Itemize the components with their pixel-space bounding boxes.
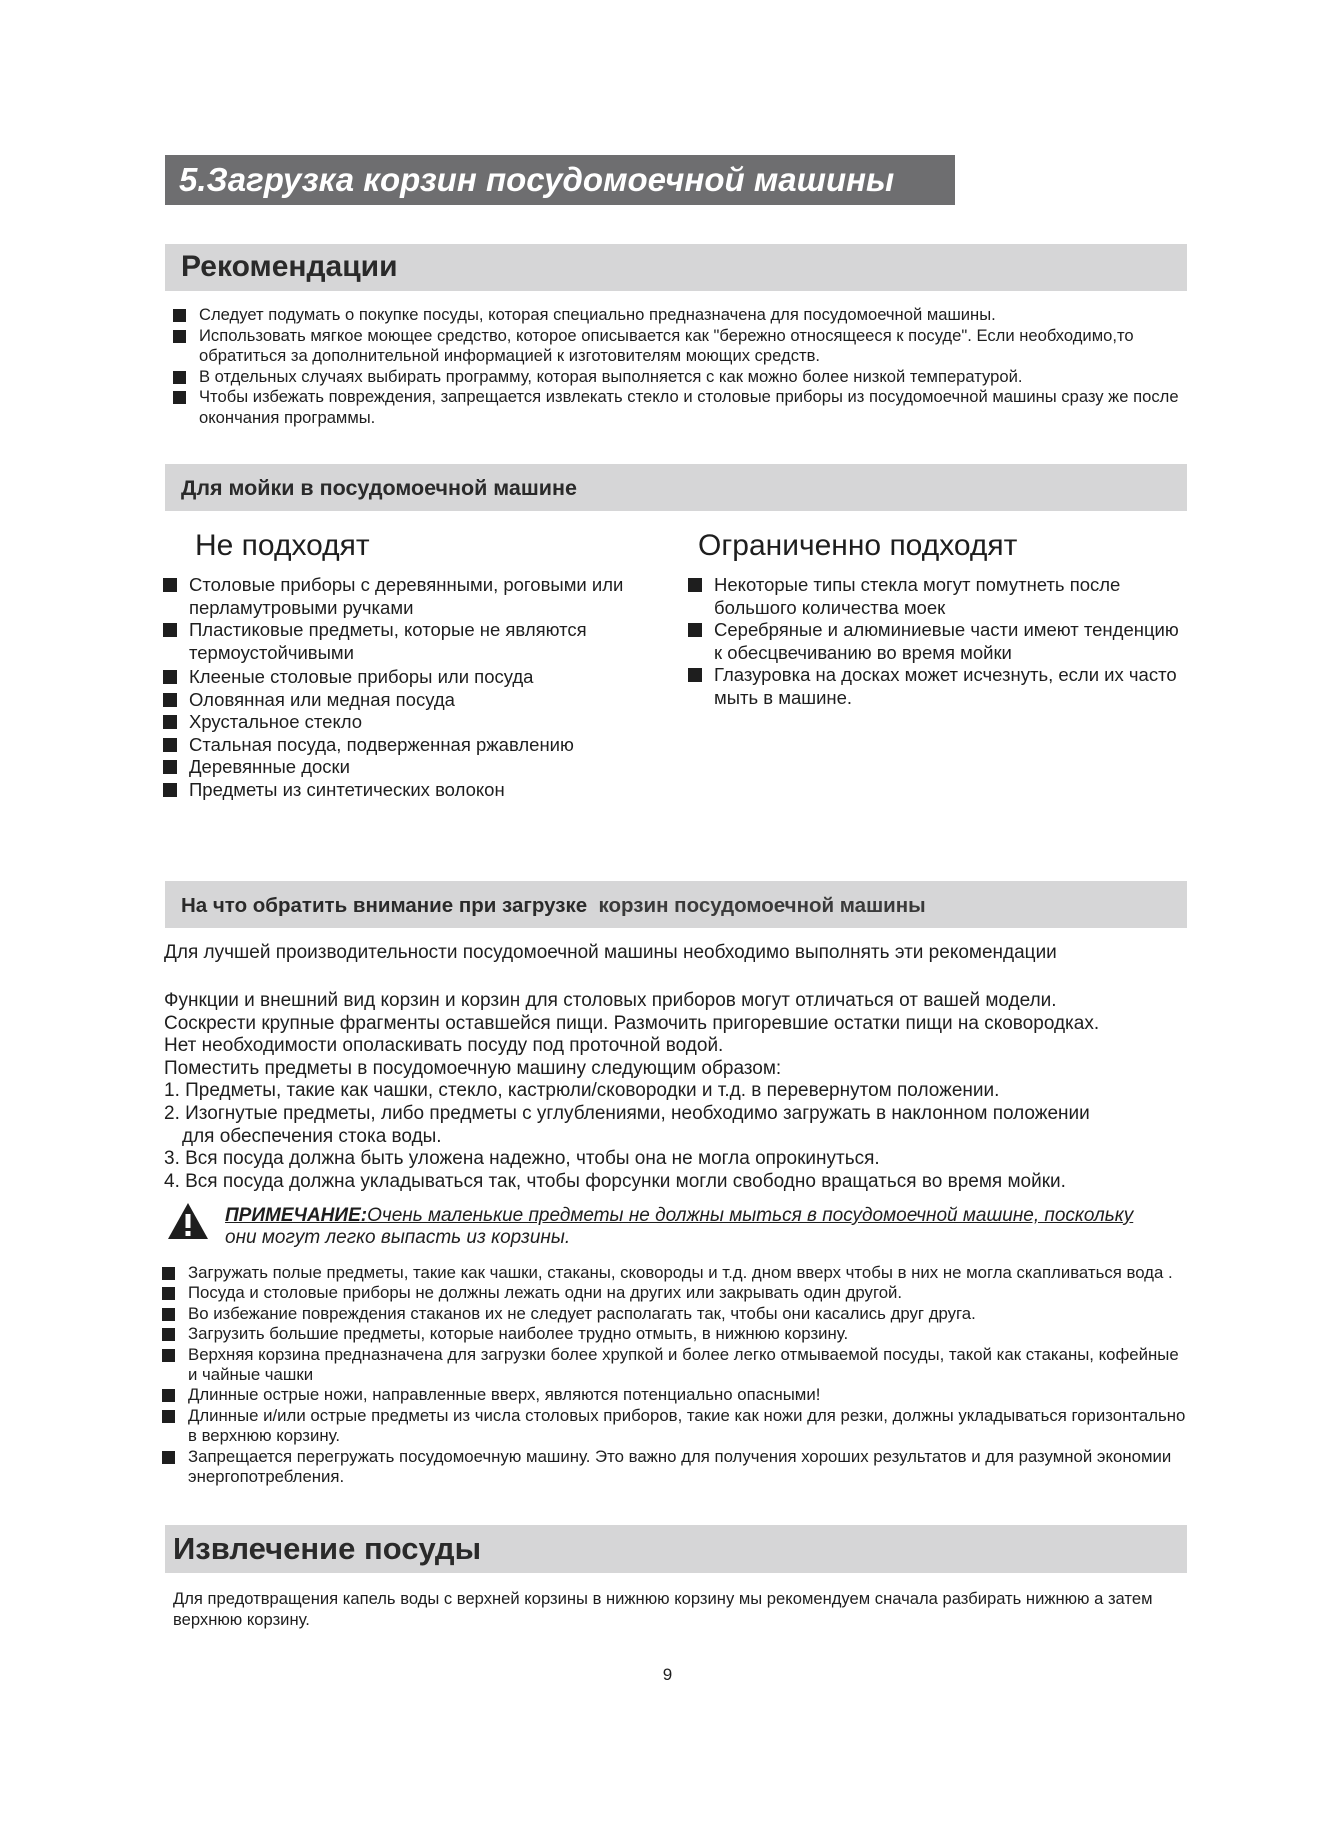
list-item: Клееные столовые приборы или посуда [163, 666, 663, 689]
section-title: 5.Загрузка корзин посудомоечной машины [179, 161, 895, 198]
list-item: Предметы из синтетических волокон [163, 779, 663, 802]
bullet-square-icon [162, 1349, 175, 1362]
bullet-square-icon [163, 578, 177, 592]
bullet-square-icon [162, 1267, 175, 1280]
bullet-square-icon [163, 623, 177, 637]
suitability-heading-band [165, 464, 1187, 511]
loading-heading-band [165, 881, 1187, 928]
extraction-heading: Извлечение посуды [173, 1531, 482, 1566]
list-item: Глазуровка на досках может исчезнуть, если их часто мыть в машине. [688, 664, 1188, 709]
list-item: Чтобы избежать повреждения, запрещается извлекать стекло и столовые приборы из посудомоечной машины сразу же после окончания программы. [173, 387, 1183, 428]
note-label: ПРИМЕЧАНИЕ: [225, 1205, 368, 1226]
recommendations-list [173, 305, 1183, 428]
loading-tips-list [162, 1263, 1192, 1487]
bullet-square-icon [173, 371, 186, 384]
list-item: Серебряные и алюминиевые части имеют тенденцию к обесцвечиванию во время мойки [688, 619, 1188, 664]
list-item: Длинные острые ножи, направленные вверх, являются потенциально опасными! [162, 1385, 1192, 1405]
bullet-square-icon [162, 1328, 175, 1341]
extraction-heading-band [165, 1525, 1187, 1573]
bullet-square-icon [162, 1308, 175, 1321]
list-item: Деревянные доски [163, 756, 663, 779]
list-item: Стальная посуда, подверженная ржавлению [163, 734, 663, 757]
bullet-square-icon [173, 330, 186, 343]
note-block [225, 1205, 1185, 1249]
loading-intro: Для лучшей производительности посудомоечной машины необходимо выполнять эти рекомендации [164, 942, 1057, 963]
bullet-square-icon [173, 309, 186, 322]
extraction-text: Для предотвращения капель воды с верхней корзины в нижнюю корзину мы рекомендуем сначала разбирать нижнюю а затем верхнюю корзину. [173, 1589, 1153, 1629]
section-title-bar [165, 155, 955, 205]
bullet-square-icon [162, 1410, 175, 1423]
not-suitable-list [163, 574, 663, 801]
list-item: Использовать мягкое моющее средство, которое описывается как "бережно относящееся к посуде". Если необходимо,то обратиться за дополнительной информацией к изготовителям моющих средств. [173, 326, 1183, 367]
loading-heading: На что обратить внимание при загрузке корзин посудомоечной машины [181, 894, 926, 917]
list-item: Следует подумать о покупке посуды, которая специально предназначена для посудомоечной машины. [173, 305, 1183, 326]
limited-suitable-list [688, 574, 1188, 709]
not-suitable-title: Не подходят [195, 529, 370, 562]
warning-icon [166, 1201, 210, 1241]
bullet-square-icon [162, 1287, 175, 1300]
list-item: Длинные и/или острые предметы из числа столовых приборов, такие как ножи для резки, должны укладываться горизонтально в верхнюю корзину. [162, 1406, 1192, 1447]
note-text-line1: Очень маленькие предметы не должны мыться в посудомоечной машине, поскольку [367, 1205, 1134, 1226]
page-number: 9 [662, 1665, 673, 1684]
recommendations-heading: Рекомендации [181, 250, 398, 283]
list-item: Пластиковые предметы, которые не являются термоустойчивыми [163, 619, 663, 664]
limited-suitable-title: Ограниченно подходят [698, 529, 1018, 562]
list-item: Некоторые типы стекла могут помутнеть после большого количества моек [688, 574, 1188, 619]
list-item: Оловянная или медная посуда [163, 689, 663, 712]
list-item: Посуда и столовые приборы не должны лежать одни на других или закрывать один другой. [162, 1283, 1192, 1303]
recommendations-heading-band [165, 244, 1187, 291]
loading-instructions: Функции и внешний вид корзин и корзин для столовых приборов могут отличаться от вашей модели. Соскрести крупные фрагменты оставшейся пищи. Размочить пригоревшие остатки пищи на сковородках. Нет необходимости ополаскивать посуду под проточной водой. Поместить предметы в посудомоечную машину следующим образом: 1. Предметы, такие как чашки, стекло, кастрюли/сковородки и т.д. в перевернутом положении. 2. Изогнутые предметы, либо предметы с углублениями, необходимо загружать в наклонном положении для обеспечения стока воды. 3. Вся посуда должна быть уложена надежно, чтобы она не могла опрокинуться. 4. Вся посуда должна укладываться так, чтобы форсунки могли свободно вращаться во время мойки. [164, 990, 1100, 1192]
bullet-square-icon [163, 783, 177, 797]
bullet-square-icon [163, 760, 177, 774]
list-item: Верхняя корзина предназначена для загрузки более хрупкой и более легко отмываемой посуды, такой как стаканы, кофейные и чайные чашки [162, 1345, 1192, 1386]
bullet-square-icon [688, 578, 702, 592]
list-item: В отдельных случаях выбирать программу, которая выполняется с как можно более низкой температурой. [173, 367, 1183, 388]
bullet-square-icon [163, 670, 177, 684]
list-item: Запрещается перегружать посудомоечную машину. Это важно для получения хороших результатов и для разумной экономии энергопотребления. [162, 1447, 1192, 1488]
list-item: Загружать полые предметы, такие как чашки, стаканы, сковороды и т.д. дном вверх чтобы в них не могла скапливаться вода . [162, 1263, 1192, 1283]
bullet-square-icon [163, 738, 177, 752]
list-item: Столовые приборы с деревянными, роговыми или перламутровыми ручками [163, 574, 663, 619]
bullet-square-icon [162, 1451, 175, 1464]
suitability-heading: Для мойки в посудомоечной машине [181, 476, 577, 500]
bullet-square-icon [163, 715, 177, 729]
bullet-square-icon [163, 693, 177, 707]
list-item: Во избежание повреждения стаканов их не следует располагать так, чтобы они касались друг друга. [162, 1304, 1192, 1324]
list-item: Хрустальное стекло [163, 711, 663, 734]
list-item: Загрузить большие предметы, которые наиболее трудно отмыть, в нижнюю корзину. [162, 1324, 1192, 1344]
note-text-line2: они могут легко выпасть из корзины. [225, 1227, 571, 1248]
bullet-square-icon [688, 623, 702, 637]
bullet-square-icon [688, 668, 702, 682]
bullet-square-icon [162, 1389, 175, 1402]
bullet-square-icon [173, 391, 186, 404]
